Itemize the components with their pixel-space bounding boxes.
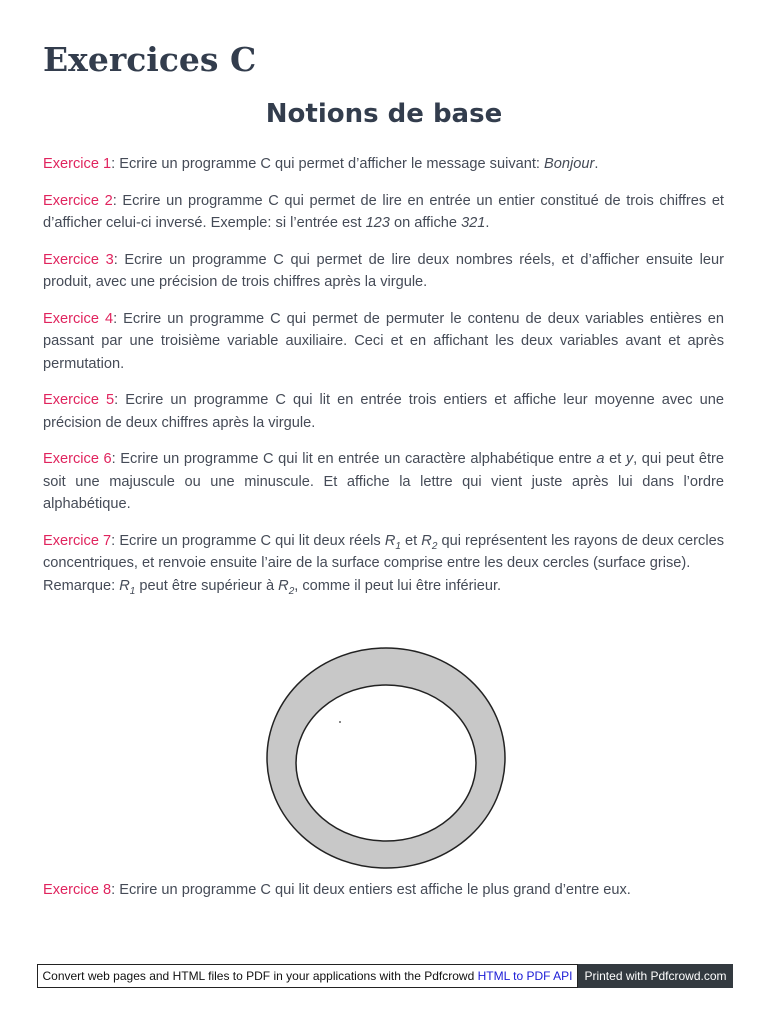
exercise-label: Exercice 8 (43, 882, 112, 898)
exercise-5: Exercice 5: Ecrire un programme C qui lit en entrée trois entiers et affiche leur moyenne avec une précision de deux chiffres après la virgule. (43, 392, 724, 431)
footer-notice: Convert web pages and HTML files to PDF in your applications with the Pdfcrowd HTML to PDF API (37, 964, 578, 988)
exercise-2: Exercice 2: Ecrire un programme C qui permet de lire en entrée un entier constitué de trois chiffres et d’afficher celui-ci inversé. Exemple: si l’entrée est 123 on affiche 321. (43, 192, 724, 231)
exercise-label: Exercice 6 (43, 451, 112, 467)
html-to-pdf-api-link[interactable]: HTML to PDF API (477, 969, 573, 983)
page-title: Exercices C (43, 40, 257, 79)
exercise-7-remark: Remarque: $R_1$ peut être supérieur à $R_2$, comme il peut lui être inférieur. (43, 577, 502, 597)
pdfcrowd-footer (37, 964, 733, 988)
exercise-8: Exercice 8: Ecrire un programme C qui lit deux entiers est affiche le plus grand d’entre eux. (43, 882, 631, 898)
exercise-list (43, 153, 724, 611)
exercise-7: Exercice 7: Ecrire un programme C qui lit deux réels $R_1$ et $R_2$ qui représentent les rayons de deux cercles concentriques, et renvoie ensuite l’aire de la surface comprise entre les deux cercles (surface grise). Remarque: $R_1$ peut être supérieur à $R_2$, comme il peut lui être inférieur. (43, 532, 724, 597)
exercise-label: Exercice 7 (43, 532, 112, 549)
concentric-circles-svg (265, 646, 507, 870)
exercise-6: Exercice 6: Ecrire un programme C qui lit en entrée un caractère alphabétique entre a et y, qui peut être soit une majuscule ou une minuscule. Et affiche la lettre qui vient juste après lui dans l’ordre alphabétique. (43, 451, 724, 512)
exercise-label: Exercice 3 (43, 251, 114, 268)
exercise-1: Exercice 1: Ecrire un programme C qui permet d’afficher le message suivant: Bonjour. (43, 156, 599, 172)
concentric-circles-figure (265, 646, 507, 870)
exercise-label: Exercice 2 (43, 192, 113, 209)
exercise-label: Exercice 5 (43, 392, 115, 408)
exercise-3: Exercice 3: Ecrire un programme C qui permet de lire deux nombres réels, et d’afficher ensuite leur produit, avec une précision de trois chiffres après la virgule. (43, 251, 724, 290)
exercise-label: Exercice 4 (43, 310, 114, 327)
section-title: Notions de base (265, 99, 503, 129)
center-dot (339, 721, 341, 723)
inner-circle (296, 685, 476, 841)
printed-with-badge[interactable]: Printed with Pdfcrowd.com (578, 964, 733, 988)
exercise-4: Exercice 4: Ecrire un programme C qui permet de permuter le contenu de deux variables entières en passant par une troisième variable auxiliaire. Ceci et en affichant les deux variables avant et après permutation. (43, 310, 724, 372)
exercise-label: Exercice 1 (43, 156, 112, 172)
